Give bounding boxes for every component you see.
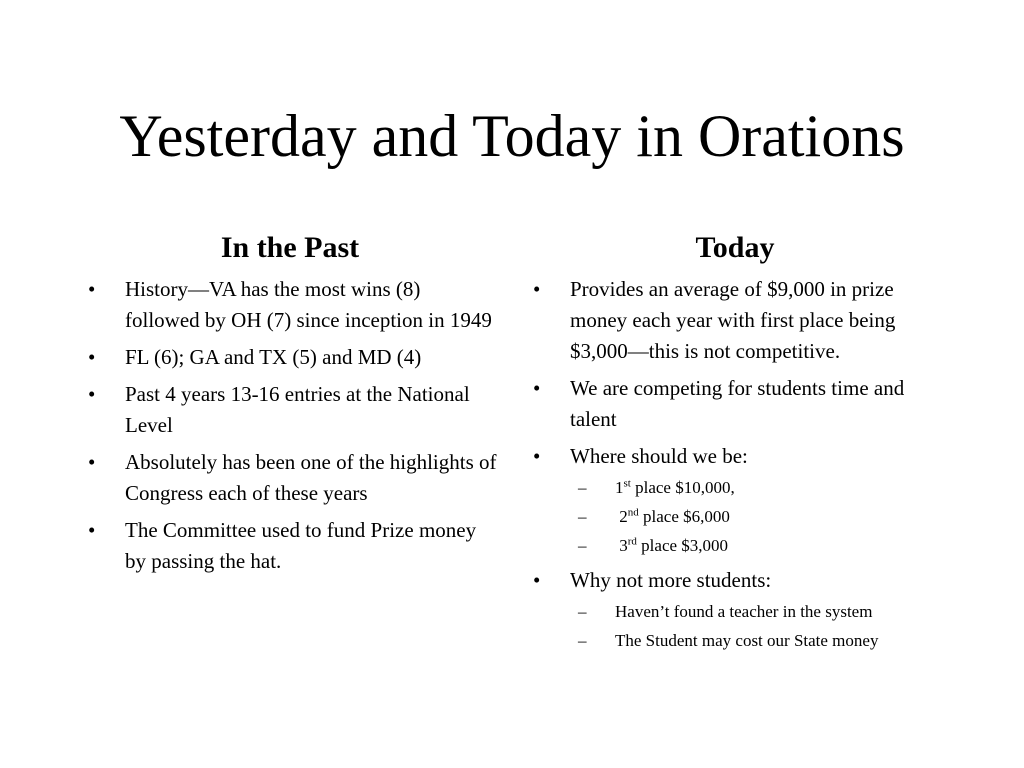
slide-title: Yesterday and Today in Orations xyxy=(119,103,905,169)
list-item-text: We are competing for students time and talent xyxy=(570,376,905,431)
sub-list-item xyxy=(570,505,945,528)
bullet-icon: • xyxy=(88,277,96,301)
list-item-text: Provides an average of $9,000 in prize money each year with first place being $3,000—this is not competitive. xyxy=(570,277,896,363)
dash-icon: – xyxy=(578,602,587,621)
place-number: 3 xyxy=(619,536,628,555)
place-text: place $3,000 xyxy=(636,536,729,555)
list-item xyxy=(525,373,945,435)
list-item-text: Where should we be: xyxy=(570,444,748,468)
left-column xyxy=(80,228,500,583)
place-number: 2 xyxy=(619,507,628,526)
list-item-text: History—VA has the most wins (8) followed by OH (7) since inception in 1949 xyxy=(125,277,492,332)
bullet-icon: • xyxy=(533,444,541,468)
bullet-icon: • xyxy=(533,568,541,592)
place-suffix: rd xyxy=(627,535,637,548)
right-bullet-list xyxy=(525,274,945,652)
dash-icon: – xyxy=(578,631,587,650)
list-item xyxy=(80,515,500,577)
sub-list-item xyxy=(570,534,945,557)
why-not-sub-list xyxy=(570,600,945,652)
list-item-text: Absolutely has been one of the highlights of Congress each of these years xyxy=(125,450,497,505)
place-text: place $6,000 xyxy=(638,507,730,526)
bullet-icon: • xyxy=(533,277,541,301)
prize-sub-list xyxy=(570,476,945,557)
list-item xyxy=(80,274,500,336)
right-column-heading: Today xyxy=(695,231,775,264)
list-item-text: The Committee used to fund Prize money by passing the hat. xyxy=(125,518,477,573)
list-item xyxy=(525,565,945,652)
place-suffix: st xyxy=(623,477,631,490)
dash-icon: – xyxy=(578,507,587,526)
sub-list-item-text: Haven’t found a teacher in the system xyxy=(615,602,873,621)
list-item xyxy=(525,274,945,367)
list-item xyxy=(80,447,500,509)
place-suffix: nd xyxy=(627,506,639,519)
left-column-heading: In the Past xyxy=(220,231,360,264)
sub-list-item-text: The Student may cost our State money xyxy=(615,631,879,650)
sub-list-item xyxy=(570,629,945,652)
list-item xyxy=(525,441,945,557)
dash-icon: – xyxy=(578,536,587,555)
sub-list-item xyxy=(570,476,945,499)
bullet-icon: • xyxy=(88,518,96,542)
bullet-icon: • xyxy=(88,382,96,406)
dash-icon: – xyxy=(578,478,587,497)
place-number: 1 xyxy=(615,478,624,497)
list-item-text: FL (6); GA and TX (5) and MD (4) xyxy=(125,345,422,369)
list-item xyxy=(80,342,500,373)
sub-list-item xyxy=(570,600,945,623)
list-item xyxy=(80,379,500,441)
list-item-text: Why not more students: xyxy=(570,568,772,592)
place-text: place $10,000, xyxy=(630,478,735,497)
list-item-text: Past 4 years 13-16 entries at the National Level xyxy=(125,382,470,437)
bullet-icon: • xyxy=(88,450,96,474)
left-bullet-list xyxy=(80,274,500,577)
right-column xyxy=(525,228,945,660)
bullet-icon: • xyxy=(533,376,541,400)
bullet-icon: • xyxy=(88,345,96,369)
